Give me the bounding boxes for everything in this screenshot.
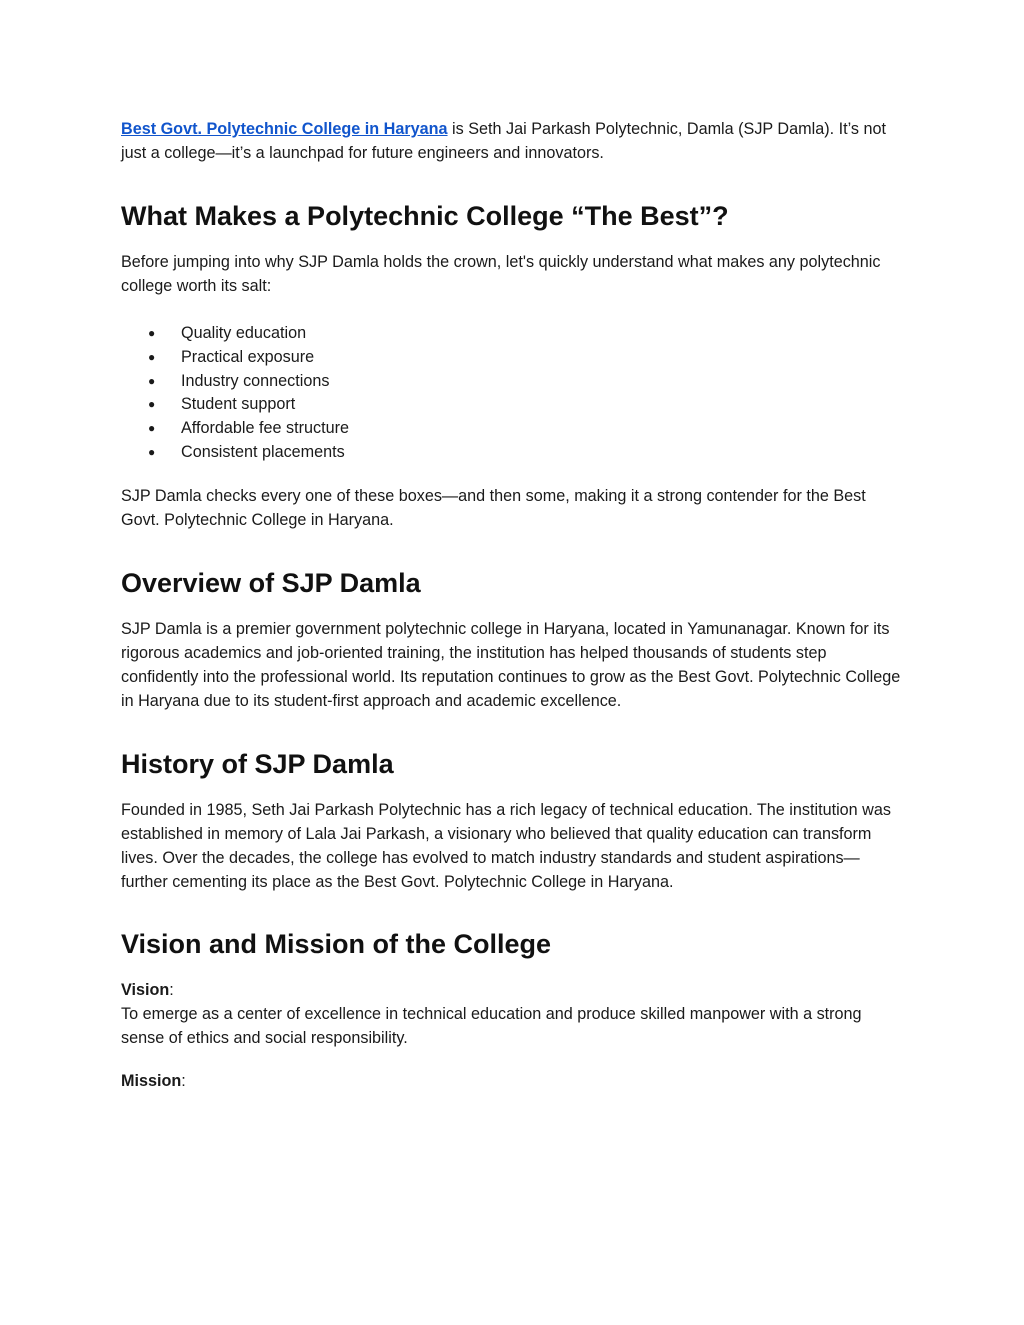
list-item: ● Industry connections (121, 370, 901, 394)
list-item: ● Affordable fee structure (121, 417, 901, 441)
best-college-link[interactable]: Best Govt. Polytechnic College in Haryana (121, 120, 448, 138)
bullet-icon: ● (148, 373, 156, 388)
heading-vision-mission: Vision and Mission of the College (121, 928, 552, 959)
intro-paragraph (121, 117, 901, 165)
overview-paragraph: SJP Damla is a premier government polytechnic college in Haryana, located in Yamunanagar. Known for its rigorous academics and job-oriented training, the institution has helped thousands of students step confidently into the professional world. Its reputation continues to grow as the Best Govt. Polytechnic College in Haryana due to its student-first approach and academic excellence. (121, 619, 901, 710)
heading-history: History of SJP Damla (121, 748, 394, 779)
heading-what-makes-best: What Makes a Polytechnic College “The Best”? (121, 201, 729, 231)
list-item: ● Student support (121, 393, 901, 417)
bullet-icon: ● (148, 444, 156, 459)
bullet-icon: ● (148, 397, 156, 412)
list-item: ● Quality education (121, 322, 901, 346)
vision-label: Vision (121, 980, 170, 999)
vision-paragraph: To emerge as a center of excellence in technical education and produce skilled manpower with a strong sense of ethics and social responsibility. (121, 1004, 862, 1047)
list-item: ● Practical exposure (121, 346, 901, 370)
bullet-icon: ● (148, 349, 156, 364)
mission-label: Mission (121, 1071, 182, 1090)
history-paragraph: Founded in 1985, Seth Jai Parkash Polytechnic has a rich legacy of technical education. The institution was established in memory of Lala Jai Parkash, a visionary who believed that quality education can transform lives. Over the decades, the college has evolved to match industry standards and student aspirations—further cementing its place as the Best Govt. Polytechnic College in Haryana. (121, 800, 891, 891)
intro-text: is Seth Jai Parkash Polytechnic, Damla (SJP Damla). It’s not just a college—it’s a launchpad for future engineers and innovators. (121, 120, 886, 162)
vision-label-line: Vision: (121, 980, 174, 999)
criteria-list (121, 322, 901, 465)
document-page (121, 117, 901, 1093)
bullet-icon: ● (148, 421, 156, 436)
best-intro-paragraph: Before jumping into why SJP Damla holds the crown, let's quickly understand what makes any polytechnic college worth its salt: (121, 253, 881, 295)
list-item: ● Consistent placements (121, 441, 901, 465)
heading-overview: Overview of SJP Damla (121, 567, 421, 598)
best-conclusion-paragraph: SJP Damla checks every one of these boxes—and then some, making it a strong contender for the Best Govt. Polytechnic College in Haryana. (121, 486, 866, 529)
bullet-icon: ● (148, 326, 156, 340)
mission-label-line: Mission: (121, 1071, 186, 1090)
